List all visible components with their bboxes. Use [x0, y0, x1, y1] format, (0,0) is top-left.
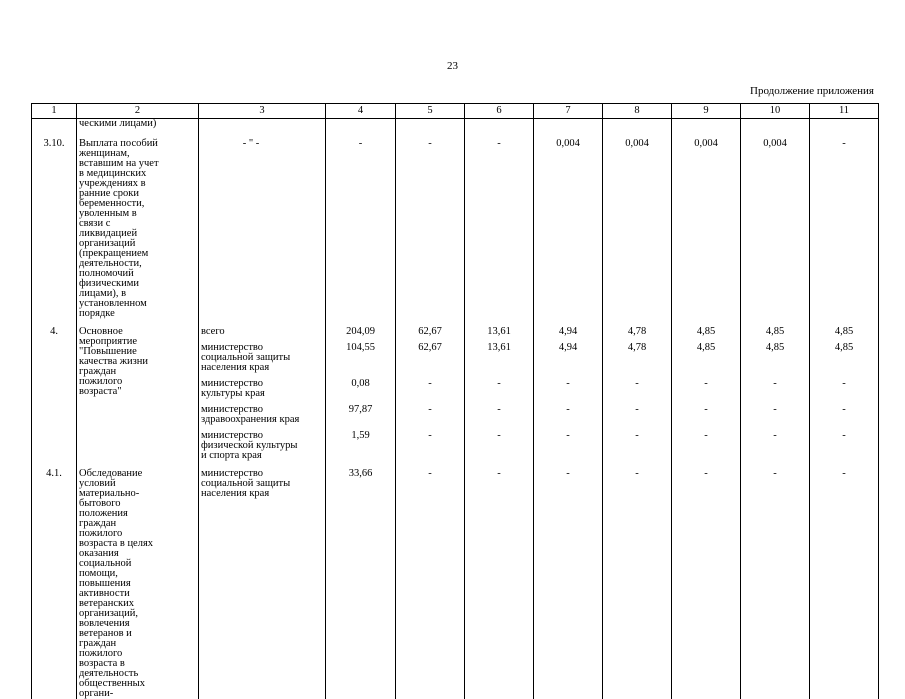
value-cell: 0,004: [534, 129, 603, 319]
value-cell: [396, 119, 465, 130]
executor-text: министерство культуры края: [201, 378, 265, 399]
column-header: 8: [603, 104, 672, 119]
page-number: 23: [447, 60, 458, 72]
value-cell: -: [465, 399, 534, 425]
table-row: [32, 461, 879, 699]
value-cell: 4,94: [534, 337, 603, 373]
value-cell: 62,67: [396, 337, 465, 373]
value-cell: [326, 119, 396, 130]
value-cell: -: [465, 373, 534, 399]
column-header: 10: [741, 104, 810, 119]
value-cell: -: [326, 129, 396, 319]
value-cell: -: [810, 399, 879, 425]
executor-text: всего: [201, 326, 225, 337]
value-cell: -: [672, 425, 741, 461]
value-cell: [810, 119, 879, 130]
table-header-row: [32, 104, 879, 119]
value-cell: -: [396, 399, 465, 425]
value-cell: -: [396, 373, 465, 399]
value-cell: 4,85: [810, 337, 879, 373]
value-cell: -: [534, 461, 603, 699]
value-cell: [534, 119, 603, 130]
value-cell: 204,09: [326, 319, 396, 337]
executor-cell: [199, 461, 326, 699]
executor-text: - " -: [242, 138, 260, 149]
value-cell: [465, 119, 534, 130]
value-cell: -: [603, 399, 672, 425]
row-title: [77, 461, 199, 699]
executor-text: министерство физической культуры и спорта края: [201, 430, 298, 461]
column-header: 9: [672, 104, 741, 119]
value-cell: 0,004: [672, 129, 741, 319]
executor-text: министерство здравоохранения края: [201, 404, 300, 425]
value-cell: -: [810, 373, 879, 399]
executor-cell: [199, 425, 326, 461]
value-cell: -: [603, 373, 672, 399]
table-row: [32, 119, 879, 130]
executor-text: министерство социальной защиты населения края: [201, 468, 291, 499]
column-header: 2: [77, 104, 199, 119]
value-cell: -: [672, 373, 741, 399]
value-cell: 0,08: [326, 373, 396, 399]
executor-cell: [199, 119, 326, 130]
value-cell: -: [396, 129, 465, 319]
value-cell: -: [741, 399, 810, 425]
value-cell: -: [465, 425, 534, 461]
column-header: 3: [199, 104, 326, 119]
value-cell: 0,004: [603, 129, 672, 319]
column-header: 7: [534, 104, 603, 119]
value-cell: 97,87: [326, 399, 396, 425]
value-cell: [741, 119, 810, 130]
value-cell: -: [741, 461, 810, 699]
row-title-text: Основное мероприятие "Повышение качества жизни граждан пожилого возраста": [79, 326, 148, 397]
appendix-table: [31, 103, 879, 699]
value-cell: -: [603, 461, 672, 699]
value-cell: 1,59: [326, 425, 396, 461]
value-cell: 4,85: [672, 319, 741, 337]
row-title-text: Обследование условий материально-бытового положения граждан пожилого возраста в целях оказания социальной помощи, повышения активности ветеранских организаций, вовлечения ветеранов и граждан пожилого возраста в деятельность общественных органи-: [79, 468, 154, 699]
value-cell: 0,004: [741, 129, 810, 319]
value-cell: -: [396, 425, 465, 461]
executor-cell: [199, 129, 326, 319]
value-cell: 4,85: [741, 337, 810, 373]
value-cell: -: [672, 399, 741, 425]
row-title: [77, 319, 199, 461]
executor-cell: [199, 319, 326, 337]
row-title: [77, 119, 199, 130]
value-cell: -: [465, 461, 534, 699]
row-number: 3.10.: [32, 129, 77, 319]
value-cell: -: [672, 461, 741, 699]
value-cell: -: [465, 129, 534, 319]
row-title: [77, 129, 199, 319]
value-cell: 4,85: [672, 337, 741, 373]
value-cell: -: [396, 461, 465, 699]
value-cell: 104,55: [326, 337, 396, 373]
executor-cell: [199, 399, 326, 425]
value-cell: 4,78: [603, 319, 672, 337]
value-cell: -: [534, 425, 603, 461]
value-cell: 4,94: [534, 319, 603, 337]
column-header: 4: [326, 104, 396, 119]
row-title-text: ческими лицами): [79, 118, 157, 129]
row-number: 4.: [32, 319, 77, 461]
value-cell: 33,66: [326, 461, 396, 699]
value-cell: -: [810, 425, 879, 461]
value-cell: -: [810, 461, 879, 699]
table-row: [32, 129, 879, 319]
column-header: 1: [32, 104, 77, 119]
column-header: 6: [465, 104, 534, 119]
value-cell: 62,67: [396, 319, 465, 337]
table-row: [32, 319, 879, 337]
value-cell: -: [741, 373, 810, 399]
continuation-label: Продолжение приложения: [750, 85, 874, 97]
value-cell: -: [534, 399, 603, 425]
value-cell: -: [534, 373, 603, 399]
value-cell: -: [603, 425, 672, 461]
executor-cell: [199, 373, 326, 399]
value-cell: [672, 119, 741, 130]
value-cell: 4,85: [810, 319, 879, 337]
value-cell: -: [741, 425, 810, 461]
row-number: 4.1.: [32, 461, 77, 699]
value-cell: [603, 119, 672, 130]
column-header: 11: [810, 104, 879, 119]
executor-cell: [199, 337, 326, 373]
value-cell: 13,61: [465, 319, 534, 337]
value-cell: 4,85: [741, 319, 810, 337]
value-cell: 4,78: [603, 337, 672, 373]
column-header: 5: [396, 104, 465, 119]
row-title-text: Выплата пособий женщинам, вставшим на учет в медицинских учреждениях в ранние сроки беременности, уволенным в связи с ликвидацией организаций (прекращением деятельности, полномочий физическими лицами), в установленном порядке: [79, 138, 159, 319]
value-cell: 13,61: [465, 337, 534, 373]
executor-text: министерство социальной защиты населения края: [201, 342, 291, 373]
row-number: [32, 119, 77, 130]
value-cell: -: [810, 129, 879, 319]
